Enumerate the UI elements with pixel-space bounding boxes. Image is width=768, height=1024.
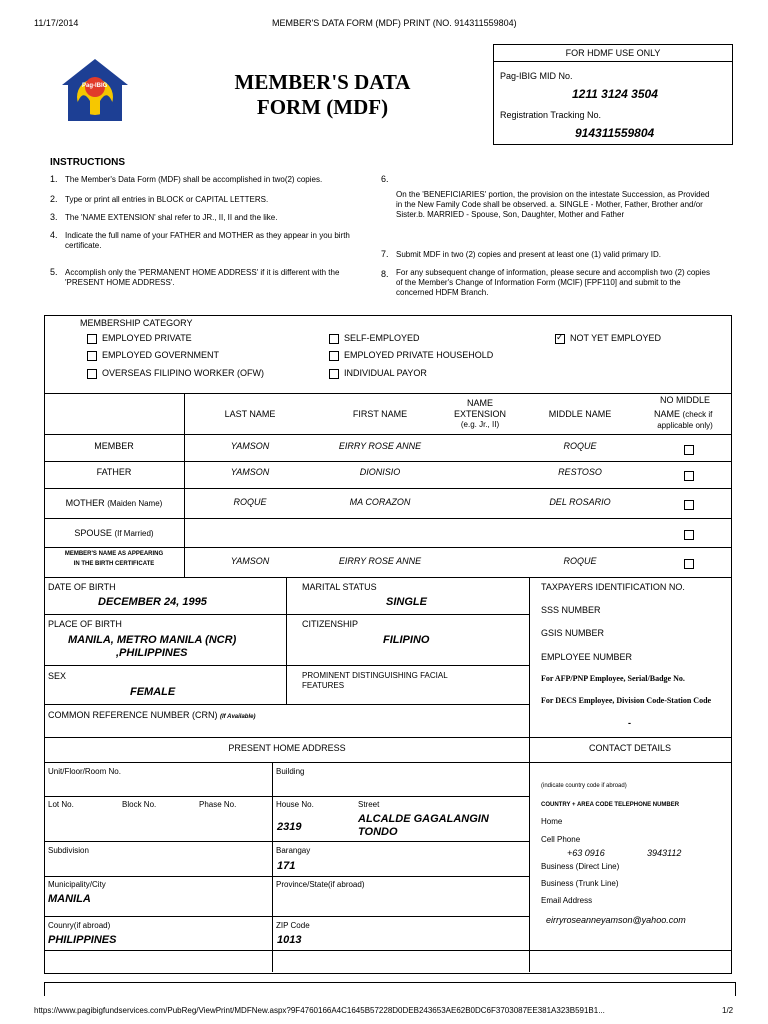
pagibig-logo: [60, 57, 130, 123]
membership-option: ✓NOT YET EMPLOYED: [555, 333, 661, 344]
country-label: Counry(if abroad): [48, 921, 111, 930]
footer-url[interactable]: https://www.pagibigfundservices.com/PubReg/ViewPrint/MDFNew.aspx?9F4760166A4C1645B57228D0DEB243653AE62B0DC6F3703087EE381A323B591B1...: [34, 1006, 605, 1015]
mother-first-name: MA CORAZON: [349, 497, 411, 507]
row-label: SPOUSE (If Married): [74, 528, 154, 538]
house-label: House No.: [276, 800, 314, 809]
col-nomid-4: applicable only): [657, 421, 713, 430]
citizenship-label: CITIZENSHIP: [302, 619, 359, 629]
mother-middle-name: DEL ROSARIO: [549, 497, 611, 507]
checkbox[interactable]: [329, 334, 339, 344]
street-value-1: ALCALDE GAGALANGIN: [358, 813, 489, 825]
membership-option: OVERSEAS FILIPINO WORKER (OFW): [87, 368, 264, 379]
pob-value-2: ,PHILIPPINES: [116, 647, 188, 659]
sss-label: SSS NUMBER: [541, 605, 601, 615]
no-middle-checkbox[interactable]: [684, 559, 694, 569]
checkbox-checked[interactable]: [555, 334, 565, 344]
instr-text: The Member's Data Form (MDF) shall be accomplished in two(2) copies.: [65, 175, 323, 184]
col-ext-3: (e.g. Jr., II): [460, 420, 500, 429]
row-label-birth-cert-sub: IN THE BIRTH CERTIFICATE: [73, 561, 155, 567]
gsis-label: GSIS NUMBER: [541, 628, 605, 638]
address-header: PRESENT HOME ADDRESS: [228, 743, 346, 753]
checkbox[interactable]: [87, 351, 97, 361]
marital-value: SINGLE: [386, 596, 427, 608]
logo-text: Pag-IBIG: [82, 83, 108, 89]
birth-middle-name: ROQUE: [563, 556, 597, 566]
instr-text: The 'NAME EXTENSION' shal refer to JR., II, II and the like.: [65, 213, 278, 222]
barangay-value: 171: [277, 860, 296, 872]
membership-option: EMPLOYED GOVERNMENT: [87, 350, 219, 361]
decs-value: -: [628, 718, 631, 728]
lot-label: Lot No.: [48, 800, 74, 809]
street-label: Street: [358, 800, 380, 809]
street-value-2: TONDO: [358, 826, 398, 838]
home-label: Home: [541, 817, 563, 826]
contact-header: CONTACT DETAILS: [588, 743, 671, 753]
marital-label: MARITAL STATUS: [302, 582, 377, 592]
checkbox[interactable]: [329, 369, 339, 379]
membership-option: EMPLOYED PRIVATE HOUSEHOLD: [329, 350, 493, 361]
instr-text: On the 'BENEFICIARIES' portion, the provision on the intestate Succession, as Provided in the New Family Code shall be observed. a. SINGLE - Mother, Father, Brother and/or Sister.b. MARRIED - Spouse, Son, Daughter, Mother and Father: [396, 190, 710, 219]
afp-label: For AFP/PNP Employee, Serial/Badge No.: [541, 674, 685, 683]
email-value[interactable]: eirryroseanneyamson@yahoo.com: [546, 915, 686, 925]
rtn-value: 914311559804: [575, 126, 655, 140]
mid-value: 1211 3124 3504: [572, 87, 658, 101]
cell-number: 3943112: [647, 848, 682, 858]
sex-label: SEX: [48, 671, 67, 681]
cell-code: +63 0916: [567, 848, 605, 858]
checkbox[interactable]: [87, 369, 97, 379]
col-last-name: LAST NAME: [224, 409, 276, 419]
membership-option: INDIVIDUAL PAYOR: [329, 368, 427, 379]
instr-text: Type or print all entries in BLOCK or CAPITAL LETTERS.: [65, 195, 269, 204]
email-label: Email Address: [541, 896, 593, 905]
block-label: Block No.: [122, 800, 157, 809]
member-first-name: EIRRY ROSE ANNE: [338, 441, 422, 451]
father-middle-name: RESTOSO: [558, 467, 602, 477]
birth-first-name: EIRRY ROSE ANNE: [338, 556, 422, 566]
instr-num: 4.: [50, 230, 58, 240]
row-label: MOTHER (Maiden Name): [65, 498, 163, 508]
membership-option: SELF-EMPLOYED: [329, 333, 420, 344]
print-date: 11/17/2014: [34, 18, 79, 28]
instr-text: Accomplish only the 'PERMANENT HOME ADDRESS' if it is different with the 'PRESENT HOME ADDRESS'.: [65, 268, 340, 287]
decs-label: For DECS Employee, Division Code-Station Code: [541, 696, 712, 705]
cell-label: Cell Phone: [541, 835, 581, 844]
print-title: MEMBER'S DATA FORM (MDF) PRINT (NO. 914311559804): [272, 18, 517, 28]
father-first-name: DIONISIO: [359, 467, 401, 477]
instr-num: 2.: [50, 194, 58, 204]
pob-label: PLACE OF BIRTH: [48, 619, 122, 629]
instr-text: Indicate the full name of your FATHER and MOTHER as they appear in you birth certificate.: [65, 231, 350, 250]
col-nomid-1: NO MIDDLE: [659, 395, 710, 405]
zip-label: ZIP Code: [276, 921, 310, 930]
rtn-label: Registration Tracking No.: [500, 110, 602, 120]
emp-label: EMPLOYEE NUMBER: [541, 652, 633, 662]
father-last-name: YAMSON: [230, 467, 270, 477]
footer-page: 1/2: [722, 1006, 734, 1015]
subdivision-label: Subdivision: [48, 846, 89, 855]
membership-label: MEMBERSHIP CATEGORY: [80, 318, 193, 328]
no-middle-checkbox[interactable]: [684, 530, 694, 540]
col-ext-1: NAME: [466, 398, 493, 408]
col-middle-name: MIDDLE NAME: [548, 409, 612, 419]
unit-label: Unit/Floor/Room No.: [48, 767, 121, 776]
features-label: PROMINENT DISTINGUISHING FACIAL FEATURES: [302, 671, 448, 690]
mother-last-name: ROQUE: [233, 497, 267, 507]
instr-text: Submit MDF in two (2) copies and present at least one (1) valid primary ID.: [396, 250, 661, 259]
municipality-value: MANILA: [48, 893, 91, 905]
instr-num: 5.: [50, 267, 58, 277]
no-middle-checkbox[interactable]: [684, 471, 694, 481]
country-value: PHILIPPINES: [48, 934, 117, 946]
dob-label: DATE OF BIRTH: [48, 582, 116, 592]
house-value: 2319: [277, 821, 302, 833]
form-title-line1: MEMBER'S DATA: [234, 70, 411, 94]
zip-value: 1013: [277, 934, 302, 946]
pob-value-1: MANILA, METRO MANILA (NCR): [68, 634, 237, 646]
checkbox[interactable]: [87, 334, 97, 344]
checkbox[interactable]: [329, 351, 339, 361]
barangay-label: Barangay: [276, 846, 311, 855]
biz-direct-label: Business (Direct Line): [541, 862, 620, 871]
biz-trunk-label: Business (Trunk Line): [541, 879, 619, 888]
no-middle-checkbox[interactable]: [684, 500, 694, 510]
col-nomid-2: NAME (check if: [654, 409, 713, 419]
mid-label: Pag-IBIG MID No.: [500, 71, 573, 81]
tin-label: TAXPAYERS IDENTIFICATION NO.: [541, 582, 685, 592]
dob-value: DECEMBER 24, 1995: [98, 596, 207, 608]
form-title-line2: FORM (MDF): [256, 95, 389, 119]
membership-option: EMPLOYED PRIVATE: [87, 333, 192, 344]
instr-num: 7.: [381, 249, 389, 259]
phase-label: Phase No.: [199, 800, 237, 809]
instr-num: 6.: [381, 174, 389, 184]
contact-columns: COUNTRY + AREA CODE TELEPHONE NUMBER: [541, 802, 680, 808]
crn-label: COMMON REFERENCE NUMBER (CRN) (If Available): [48, 710, 256, 720]
instr-num: 1.: [50, 174, 58, 184]
contact-note: (indicate country code if abroad): [541, 783, 627, 789]
instructions-heading: INSTRUCTIONS: [50, 157, 125, 168]
hdmf-header: FOR HDMF USE ONLY: [565, 48, 661, 58]
instr-num: 3.: [50, 212, 58, 222]
instr-text: For any subsequent change of information, please secure and accomplish two (2) copies of the Member's Change of Information Form (MCIF) [FPF110] and submit to the concerned HDFM Branch.: [396, 268, 710, 297]
col-first-name: FIRST NAME: [352, 409, 408, 419]
row-label: FATHER: [96, 467, 132, 477]
row-label: MEMBER: [94, 441, 134, 451]
no-middle-checkbox[interactable]: [684, 445, 694, 455]
row-label-birth-cert: MEMBER'S NAME AS APPEARING: [64, 551, 164, 557]
form-title: [215, 70, 430, 120]
building-label: Building: [276, 767, 305, 776]
birth-last-name: YAMSON: [230, 556, 270, 566]
municipality-label: Municipality/City: [48, 880, 106, 889]
province-label: Province/State(if abroad): [276, 880, 365, 889]
sex-value: FEMALE: [130, 686, 176, 698]
col-ext-2: EXTENSION: [453, 409, 506, 419]
member-last-name: YAMSON: [230, 441, 270, 451]
instr-num: 8.: [381, 269, 389, 279]
citizenship-value: FILIPINO: [383, 634, 430, 646]
member-middle-name: ROQUE: [563, 441, 597, 451]
